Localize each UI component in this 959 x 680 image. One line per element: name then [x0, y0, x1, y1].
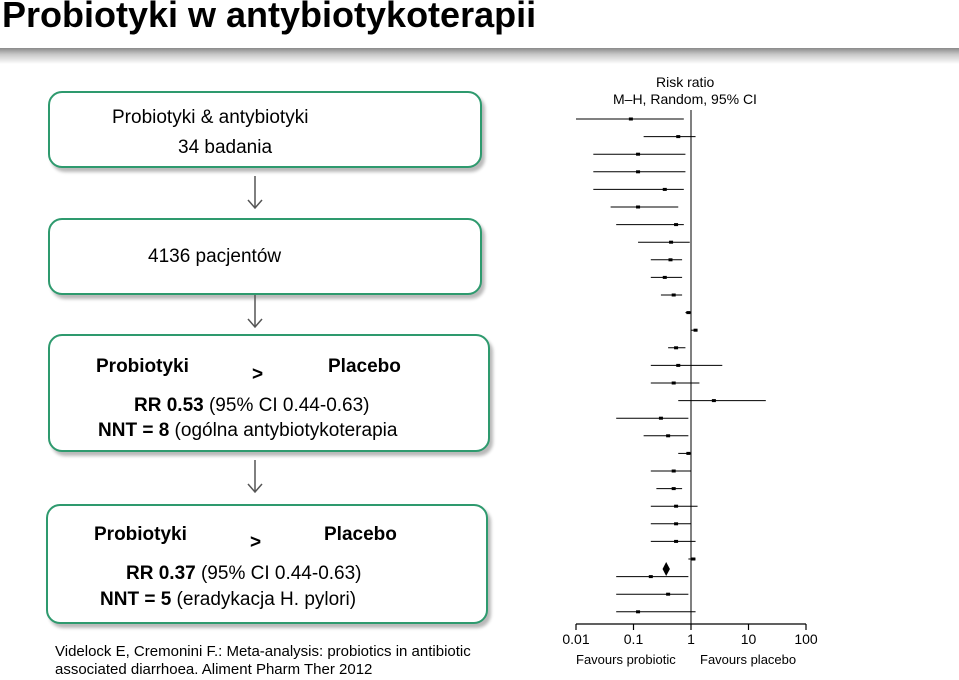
- x-tick-label: 0.1: [623, 631, 644, 647]
- box-general-rr: [134, 395, 370, 417]
- study-point: [629, 118, 633, 121]
- nnt-label: NNT = 8: [98, 420, 170, 441]
- study-point: [672, 487, 676, 490]
- rr-ci: (95% CI 0.44-0.63): [203, 395, 370, 416]
- study-point: [663, 188, 667, 191]
- chart-subtitle: M–H, Random, 95% CI: [613, 91, 757, 107]
- box-hpylori-left: Probiotyki: [94, 524, 187, 545]
- study-point: [674, 505, 678, 508]
- forest-plot: [560, 66, 850, 676]
- study-point: [669, 241, 673, 244]
- study-point: [636, 153, 640, 156]
- arrow-down-icon: [245, 295, 265, 329]
- footer-favours-probiotic: Favours probiotic: [576, 652, 676, 667]
- study-point: [668, 258, 672, 261]
- study-point: [676, 364, 680, 367]
- box-patients-line1: 4136 pacjentów: [148, 246, 282, 267]
- slide-title: Probiotyki w antybiotykoterapii: [2, 0, 537, 35]
- x-tick-label: 1: [687, 631, 695, 647]
- flow-box-patients: [48, 218, 482, 295]
- nnt-label: NNT = 5: [100, 589, 172, 610]
- rr-label: RR 0.37: [126, 563, 196, 584]
- pooled-diamond: [663, 562, 670, 576]
- study-point: [676, 135, 680, 138]
- title-divider: [0, 48, 959, 64]
- study-point: [672, 382, 676, 385]
- flow-box-studies: [48, 91, 482, 168]
- study-point: [694, 329, 698, 332]
- flow-box-general: [48, 334, 490, 452]
- box-general-nnt: [98, 420, 397, 442]
- arrow-down-icon: [245, 460, 265, 494]
- citation-line1: Videlock E, Cremonini F.: Meta-analysis: probiotics in antibiotic: [55, 643, 471, 660]
- rr-ci: (95% CI 0.44-0.63): [195, 563, 362, 584]
- study-point: [636, 610, 640, 613]
- study-point: [666, 434, 670, 437]
- footer-favours-placebo: Favours placebo: [700, 652, 797, 667]
- x-tick-label: 100: [794, 631, 818, 647]
- study-point: [666, 593, 670, 596]
- study-point: [636, 170, 640, 173]
- flow-box-hpylori: [46, 504, 488, 624]
- study-point: [674, 346, 678, 349]
- rr-label: RR 0.53: [134, 395, 204, 416]
- study-point: [636, 206, 640, 209]
- nnt-desc: (eradykacja H. pylori): [171, 589, 357, 610]
- box-studies-line1: Probiotyki & antybiotyki: [112, 107, 309, 128]
- study-point: [686, 452, 690, 455]
- box-hpylori-nnt: [100, 589, 356, 611]
- study-point: [659, 417, 663, 420]
- box-general-right: Placebo: [328, 356, 401, 377]
- box-hpylori-rr: [126, 563, 362, 585]
- x-tick-label: 0.01: [562, 631, 590, 647]
- study-point: [674, 522, 678, 525]
- nnt-desc: (ogólna antybiotykoterapia: [169, 420, 398, 441]
- citation: [55, 643, 471, 679]
- study-point: [686, 311, 690, 314]
- study-point: [674, 540, 678, 543]
- study-point: [691, 558, 695, 561]
- box-general-op: >: [252, 364, 264, 385]
- box-hpylori-op: >: [250, 532, 262, 553]
- study-point: [712, 399, 716, 402]
- box-general-left: Probiotyki: [96, 356, 189, 377]
- box-studies-line2: 34 badania: [178, 137, 273, 158]
- study-point: [663, 276, 667, 279]
- box-hpylori-right: Placebo: [324, 524, 397, 545]
- arrow-down-icon: [245, 176, 265, 210]
- study-point: [672, 294, 676, 297]
- x-tick-label: 10: [740, 631, 757, 647]
- citation-line2: associated diarrhoea. Aliment Pharm Ther 2012: [55, 661, 373, 678]
- study-point: [649, 575, 653, 578]
- study-point: [674, 223, 678, 226]
- study-point: [672, 470, 676, 473]
- chart-title: Risk ratio: [656, 74, 715, 90]
